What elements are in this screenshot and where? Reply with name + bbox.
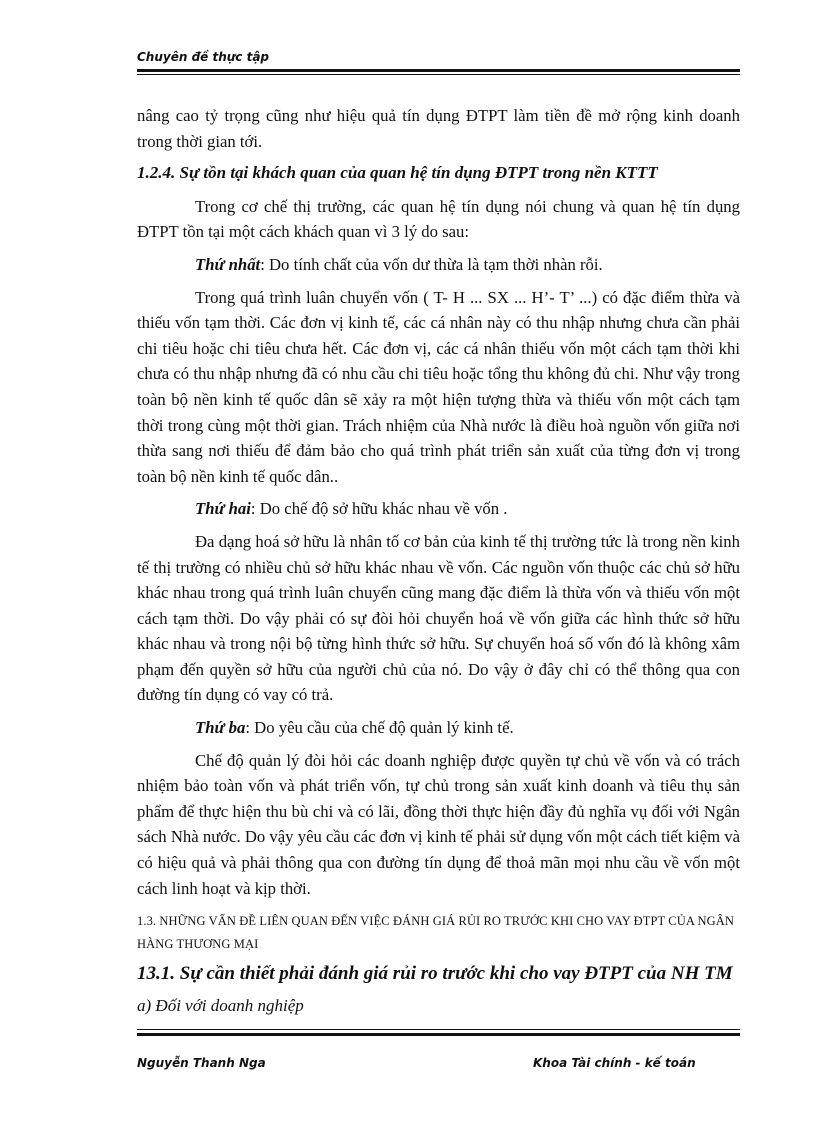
reason-2-text: : Do chế độ sở hữu khác nhau về vốn . xyxy=(250,499,508,519)
header-rule-thick xyxy=(137,69,740,72)
reason-1-text: : Do tính chất của vốn dư thừa là tạm thời nhàn rỗi. xyxy=(260,254,603,274)
paragraph-reason-2: Đa dạng hoá sở hữu là nhân tố cơ bản của kinh tế thị trường tức là trong nền kinh tế thị trường có nhiều chủ sở hữu khác nhau về vốn. Các nguồn vốn thuộc các chủ sở hữu khác nhau trong quá trình luân chuyển cũng mang đặc điểm là thừa vốn và thiếu vốn một cách tạm thời. Do vậy phải có sự đòi hỏi chuyển hoá về vốn giữa các hình thức sở hữu khác nhau và trong nội bộ từng hình thức sở hữu. Sự chuyển hoá số vốn đó là không xâm phạm đến quyền sở hữu của người chủ của nó. Do vậy ở đây chỉ có thể thông qua con đường tín dụng có vay có trả. xyxy=(137,531,740,705)
reason-3-text: : Do yêu cầu của chế độ quản lý kinh tế. xyxy=(245,718,514,738)
header-title: Chuyên đề thực tập xyxy=(137,50,270,64)
reason-3-line xyxy=(137,715,740,741)
heading-1-2-4: 1.2.4. Sự tồn tại khách quan của quan hệ tín dụng ĐTPT trong nền KTTT xyxy=(137,163,658,183)
paragraph-intro: Trong cơ chế thị trường, các quan hệ tín dụng nói chung và quan hệ tín dụng ĐTPT tồn tại một cách khách quan vì 3 lý do sau: xyxy=(137,196,740,242)
heading-a: a) Đối với doanh nghiệp xyxy=(137,996,304,1016)
reason-2-lead: Thứ hai xyxy=(195,499,251,519)
paragraph-reason-1: Trong quá trình luân chuyển vốn ( T- H ... SX ... H’- T’ ...) có đặc điểm thừa và thiếu vốn tạm thời. Các đơn vị kinh tế, các cá nhân này có thu nhập nhưng chưa cần phải chi tiêu hoặc chi tiêu chưa hết. Các đơn vị, các cá nhân thiếu vốn một cách tạm thời khi chưa có thu nhập nhưng đã có nhu cầu chi tiêu hoặc tổng thu không đủ chi. Như vậy trong toàn bộ nền kinh tế quốc dân sẽ xảy ra một hiện tượng thừa và thiếu vốn một cách tạm thời trong cùng một thời gian. Trách nhiệm của Nhà nước là điều hoà nguồn vốn giữa nơi thừa sang nơi thiếu để đảm bảo cho quá trình phát triển sản xuất của từng đơn vị trong toàn bộ nền kinh tế quốc dân.. xyxy=(137,287,740,486)
footer-rule-thick xyxy=(137,1033,740,1036)
paragraph-continuation: nâng cao tỷ trọng cũng như hiệu quả tín dụng ĐTPT làm tiền đề mở rộng kinh doanh trong thời gian tới. xyxy=(137,106,740,151)
reason-3-lead: Thứ ba xyxy=(195,718,246,738)
reason-2-line xyxy=(137,496,740,522)
reason-1-line xyxy=(137,252,740,278)
header-rule-thin xyxy=(137,74,740,75)
reason-1-lead: Thứ nhất xyxy=(195,254,261,274)
footer-rule-thin xyxy=(137,1029,740,1030)
paragraph-reason-3: Chế độ quản lý đòi hỏi các doanh nghiệp được quyền tự chủ về vốn và có trách nhiệm bảo toàn vốn và phát triển vốn, tự chủ trong sản xuất kinh doanh và tiêu thụ sản phẩm để thực hiện thu bù chi và có lãi, đồng thời thực hiện đầy đủ nghĩa vụ đối với Ngân sách Nhà nước. Do vậy yêu cầu các đơn vị kinh tế phải sử dụng vốn một cách tiết kiệm và có hiệu quả và phải thông qua con đường tín dụng để thoả mãn mọi nhu cầu về vốn một cách linh hoạt và kịp thời. xyxy=(137,750,740,898)
body-text xyxy=(137,103,740,1020)
heading-1-3-1: 13.1. Sự cần thiết phải đánh giá rủi ro trước khi cho vay ĐTPT của NH TM xyxy=(137,963,733,985)
footer-department: Khoa Tài chính - kế toán xyxy=(533,1056,696,1070)
section-heading-1-3: 1.3. NHỮNG VẤN ĐỀ LIÊN QUAN ĐẾN VIỆC ĐÁNH GIÁ RỦI RO TRƯỚC KHI CHO VAY ĐTPT CỦA NGÂN HÀNG THƯƠNG MẠI xyxy=(137,914,735,952)
footer-author: Nguyễn Thanh Nga xyxy=(137,1056,266,1070)
